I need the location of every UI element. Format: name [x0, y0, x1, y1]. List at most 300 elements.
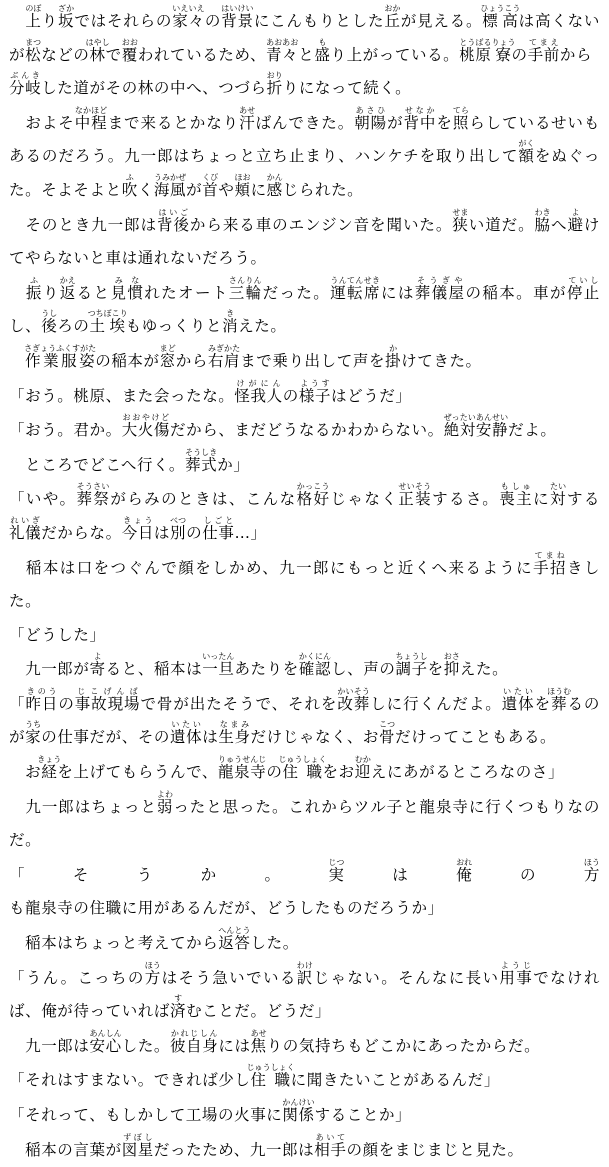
- text-run: およそ: [9, 113, 75, 132]
- body-paragraph: [9, 482, 600, 550]
- ruby-reading: おり: [266, 71, 283, 81]
- ruby-reading: ていし: [566, 275, 600, 285]
- text-run: にこんもりとした: [253, 12, 385, 30]
- ruby-reading: そうしき: [185, 447, 218, 457]
- furigana-word: [533, 550, 567, 577]
- furigana-word: [518, 139, 535, 166]
- ruby-base: 調子: [395, 660, 428, 679]
- furigana-word: [452, 105, 470, 132]
- furigana-word: [218, 755, 267, 782]
- text-run: で骨が出たそうで、それを: [140, 694, 338, 713]
- text-run: われているため、: [137, 45, 267, 64]
- ruby-reading: へんとう: [218, 926, 251, 936]
- text-run: の: [58, 694, 75, 713]
- ruby-base: 正装: [398, 490, 433, 509]
- ruby-base: 土埃: [87, 317, 128, 336]
- ruby-reading: よ: [567, 207, 584, 217]
- ruby-base: 折: [266, 79, 283, 98]
- text-run: に: [533, 490, 551, 509]
- ruby-reading: かくにん: [298, 652, 332, 662]
- ruby-reading: れいぎ: [9, 515, 42, 525]
- furigana-word: [395, 652, 428, 679]
- furigana-word: [298, 652, 332, 679]
- furigana-word: [384, 4, 401, 30]
- furigana-word: [74, 686, 141, 713]
- body-paragraph: [9, 619, 600, 653]
- ruby-reading: あおあお: [266, 37, 299, 47]
- ruby-reading: ひょうこう: [480, 4, 521, 13]
- furigana-word: [41, 309, 58, 336]
- furigana-word: [296, 482, 331, 509]
- text-run: 「それって、もしかして工場の火事に: [9, 1106, 283, 1124]
- text-run: の仕事だが、その: [41, 728, 171, 747]
- ruby-reading: せなか: [403, 105, 437, 115]
- text-run: が見える。: [400, 12, 483, 30]
- ruby-base: 確認: [298, 660, 332, 679]
- ruby-reading: きょう: [37, 755, 62, 765]
- ruby-reading: あせ: [250, 1028, 267, 1038]
- furigana-word: [296, 960, 314, 987]
- ruby-reading: まつ: [25, 37, 42, 47]
- text-run: する: [566, 490, 601, 509]
- text-run: [9, 12, 25, 30]
- ruby-base: 関係: [282, 1106, 315, 1124]
- text-run: りの気持ちもどこかにあったからだ。: [266, 1036, 541, 1055]
- ruby-reading: しごと: [202, 515, 235, 525]
- text-run: するさ。: [432, 490, 500, 509]
- ruby-base: 遺体: [501, 694, 535, 713]
- text-run: だった。: [262, 283, 331, 302]
- furigana-word: [480, 4, 521, 30]
- text-run: り上がっている。: [330, 45, 460, 64]
- ruby-base: 昨日: [25, 694, 59, 713]
- ruby-base: 怪我人: [234, 386, 283, 405]
- ruby-reading: ぶんき: [9, 71, 42, 81]
- text-run: と: [298, 45, 315, 64]
- ruby-base: 覆: [121, 45, 138, 64]
- ruby-base: 大火傷: [121, 421, 171, 440]
- furigana-word: [76, 482, 111, 509]
- ruby-reading: つちぼこり: [87, 309, 128, 319]
- ruby-base: 迎: [354, 763, 371, 782]
- ruby-base: 頬: [234, 180, 251, 199]
- furigana-word: [153, 172, 187, 199]
- ruby-reading: かれじしん: [170, 1028, 219, 1038]
- ruby-base: 住職: [278, 763, 327, 782]
- ruby-base: 運転席: [330, 283, 381, 302]
- body-paragraph: [9, 1133, 600, 1167]
- text-run: [9, 352, 25, 370]
- text-run: だからな。: [41, 523, 122, 542]
- text-run: きした。: [9, 558, 601, 611]
- ruby-reading: ざか: [57, 4, 75, 13]
- text-run: あたりを: [234, 660, 299, 679]
- furigana-word: [25, 4, 42, 30]
- ruby-reading: ほう: [583, 857, 600, 867]
- furigana-word: [282, 1098, 315, 1124]
- body-paragraph: [9, 4, 600, 106]
- body-paragraph: [9, 208, 600, 276]
- ruby-base: 方: [144, 968, 162, 987]
- furigana-word: [398, 482, 433, 509]
- ruby-base: 家: [25, 728, 42, 747]
- text-run: 九一郎はちょっと: [9, 797, 157, 816]
- ruby-reading: うし: [41, 309, 58, 319]
- furigana-word: [246, 1063, 295, 1090]
- ruby-base: 感: [266, 180, 283, 199]
- text-run: るのが: [9, 694, 600, 747]
- text-run: ばんできた。: [255, 113, 355, 132]
- furigana-word: [25, 686, 59, 713]
- ruby-base: 龍泉寺: [218, 763, 267, 782]
- text-run: だよ。: [508, 421, 557, 440]
- text-run: から: [559, 45, 593, 64]
- furigana-word: [89, 652, 106, 679]
- body-paragraph: [9, 106, 600, 208]
- ruby-base: 遺体: [170, 728, 203, 747]
- furigana-word: [567, 207, 584, 234]
- ruby-reading: くび: [202, 172, 219, 182]
- ruby-base: 葬式: [185, 455, 218, 474]
- text-run: だけってこともある。: [395, 728, 557, 747]
- furigana-word: [228, 275, 263, 302]
- ruby-reading: いえいえ: [172, 4, 205, 13]
- ruby-base: 右肩: [207, 351, 241, 370]
- text-run: ではそれらの: [74, 12, 173, 30]
- ruby-reading: そうぎや: [414, 275, 465, 285]
- text-run: えにあがるところなのさ」: [370, 763, 565, 782]
- ruby-base: 俺: [456, 865, 520, 884]
- ruby-reading: いたい: [170, 720, 203, 730]
- text-run: に聞きたいことがあるんだ」: [290, 1071, 500, 1090]
- ruby-base: 返答: [218, 934, 251, 953]
- furigana-word: [452, 207, 469, 234]
- ruby-base: 掛: [385, 351, 402, 370]
- ruby-base: 喪主: [499, 490, 534, 509]
- ruby-reading: あせ: [239, 105, 256, 115]
- ruby-base: 葬祭: [76, 490, 111, 509]
- body-paragraph: [9, 551, 600, 619]
- text-run: 「そうか。: [9, 865, 329, 884]
- text-run: した道がその林の中へ、つづら: [41, 79, 267, 98]
- furigana-word: [583, 857, 600, 884]
- ruby-base: 図星: [121, 1140, 154, 1159]
- ruby-base: 林: [85, 45, 110, 64]
- ruby-base: 別: [170, 523, 187, 542]
- text-run: か」: [217, 455, 250, 474]
- furigana-word: [9, 71, 42, 98]
- ruby-base: 額: [518, 147, 535, 166]
- text-run: だけじゃなく、お: [250, 728, 380, 747]
- ruby-base: 方: [583, 865, 600, 884]
- ruby-reading: たい: [550, 482, 567, 492]
- text-run: し、: [9, 317, 42, 336]
- text-run: はそう急いでいる: [161, 968, 297, 987]
- text-run: 稲本は口をつぐんで顔をしかめ、九一郎にもっと近くへ来るように: [9, 558, 534, 577]
- ruby-base: 訳: [296, 968, 314, 987]
- text-run: 「それはすまない。できれば少し: [9, 1071, 251, 1090]
- text-run: へ: [551, 215, 568, 234]
- text-run: れたオート: [144, 283, 229, 302]
- ruby-base: 振: [25, 283, 43, 302]
- ruby-reading: はいご: [157, 207, 190, 217]
- ruby-reading: おおやけど: [121, 413, 171, 423]
- text-run: の: [282, 386, 299, 405]
- furigana-word: [527, 37, 560, 64]
- furigana-word: [314, 37, 331, 64]
- ruby-reading: がく: [518, 139, 535, 149]
- ruby-base: 作業服姿: [24, 351, 97, 370]
- text-run: い道だ。: [468, 215, 535, 234]
- body-paragraph: [9, 1029, 600, 1064]
- text-run: むことだ。どうだ」: [186, 1002, 332, 1021]
- furigana-word: [499, 960, 534, 987]
- text-run: だったため、九一郎は: [153, 1140, 315, 1159]
- ruby-base: 安心: [89, 1036, 122, 1055]
- furigana-word: [534, 207, 551, 234]
- text-run: を: [427, 660, 444, 679]
- ruby-reading: あさひ: [354, 105, 387, 115]
- text-run: りになって続く。: [282, 79, 412, 98]
- ruby-base: 標高: [480, 12, 521, 30]
- ruby-base: 抑: [443, 660, 460, 679]
- text-run: 「おう。桃原、また会ったな。: [9, 386, 235, 405]
- body-paragraph: [9, 1063, 600, 1098]
- furigana-word: [37, 755, 62, 782]
- ruby-reading: ちょうし: [395, 652, 428, 662]
- text-run: は: [153, 523, 171, 542]
- text-run: は: [202, 728, 219, 747]
- ruby-reading: こつ: [379, 720, 396, 730]
- ruby-base: 停止: [566, 283, 600, 302]
- text-run: く: [137, 180, 154, 199]
- ruby-base: 葬儀屋: [414, 283, 466, 302]
- ruby-reading: あんしん: [89, 1028, 122, 1038]
- text-run: には: [380, 283, 415, 302]
- ruby-reading: うみかぜ: [153, 172, 187, 182]
- text-run: をお: [322, 763, 355, 782]
- ruby-reading: かっこう: [296, 482, 330, 492]
- ruby-base: 汗: [239, 113, 256, 132]
- text-run: しに行くんだよ。: [370, 694, 502, 713]
- furigana-word: [110, 275, 145, 302]
- ruby-reading: かん: [266, 172, 283, 182]
- ruby-reading: き: [222, 309, 239, 319]
- furigana-word: [234, 172, 251, 199]
- text-run: じゃなく: [330, 490, 399, 509]
- ruby-base: 礼儀: [9, 523, 42, 542]
- text-run: お: [9, 763, 42, 782]
- ruby-base: 上: [25, 12, 42, 30]
- text-run: の: [511, 45, 528, 64]
- text-run: らしているせいもあるのだろう。九一郎はちょっと立ち止まり、ハンケチを取り出して: [9, 113, 600, 166]
- ruby-reading: ほお: [234, 172, 251, 182]
- ruby-reading: はいけい: [221, 4, 254, 13]
- ruby-reading: とうばる: [459, 37, 492, 47]
- furigana-word: [266, 37, 299, 64]
- furigana-word: [121, 413, 171, 440]
- furigana-word: [328, 857, 393, 884]
- ruby-reading: のぼ: [25, 4, 42, 13]
- ruby-base: 対: [550, 490, 567, 509]
- text-run: でなければ、俺が待っていれば: [9, 968, 600, 1021]
- furigana-word: [121, 172, 138, 199]
- ruby-reading: す: [170, 994, 187, 1004]
- ruby-reading: うんてんせき: [330, 275, 381, 285]
- furigana-word: [501, 686, 535, 713]
- furigana-word: [121, 1132, 154, 1159]
- text-run: 「: [9, 694, 26, 713]
- body-paragraph: [9, 379, 600, 414]
- furigana-word: [379, 720, 396, 747]
- ruby-base: 骨: [379, 728, 396, 747]
- ruby-base: 松: [25, 45, 42, 64]
- ruby-base: 海風: [153, 180, 187, 199]
- text-run: 「いや。: [9, 490, 77, 509]
- ruby-reading: りょう: [491, 37, 516, 47]
- text-run: だから、まだどうなるかわからない。: [170, 421, 444, 440]
- text-run: が: [186, 180, 203, 199]
- ruby-reading: むか: [354, 755, 371, 765]
- furigana-word: [25, 275, 43, 302]
- ruby-reading: じゅうしょく: [278, 755, 327, 765]
- furigana-word: [24, 343, 97, 370]
- text-run: から: [175, 351, 208, 370]
- text-run: 「どうした」: [9, 625, 106, 644]
- text-run: などの: [41, 45, 90, 64]
- text-run: を: [436, 113, 453, 132]
- furigana-word: [239, 105, 256, 132]
- furigana-word: [221, 4, 254, 30]
- ruby-base: 消: [222, 317, 239, 336]
- furigana-word: [456, 857, 520, 884]
- ruby-reading: じつ: [328, 857, 345, 867]
- ruby-reading: わき: [534, 207, 551, 217]
- text-run: 九一郎は: [9, 1036, 90, 1055]
- ruby-reading: さんりん: [228, 275, 262, 285]
- furigana-word: [185, 447, 218, 474]
- ruby-base: 見慣: [110, 283, 145, 302]
- ruby-reading: てら: [452, 105, 469, 115]
- furigana-word: [314, 1132, 347, 1159]
- text-run: の: [266, 763, 283, 782]
- furigana-word: [85, 37, 110, 64]
- text-run: まで乗り出して声を: [240, 351, 386, 370]
- furigana-word: [87, 309, 128, 336]
- ruby-reading: じこげんば: [74, 686, 141, 696]
- furigana-word: [547, 686, 572, 713]
- text-run: もゆっくりと: [125, 317, 223, 336]
- text-run: 「うん。こっちの: [9, 968, 145, 987]
- furigana-word: [414, 275, 466, 302]
- ruby-reading: ぜったいあんせい: [443, 413, 509, 423]
- body-paragraph: [9, 926, 600, 961]
- text-run: ろの: [57, 317, 90, 336]
- text-run: の稲本。車が: [465, 283, 567, 302]
- furigana-word: [234, 378, 283, 405]
- furigana-word: [354, 755, 371, 782]
- furigana-word: [159, 343, 176, 370]
- body-paragraph: [9, 1098, 600, 1133]
- ruby-reading: も: [314, 37, 331, 47]
- text-run: えた。: [459, 660, 509, 679]
- furigana-word: [25, 720, 42, 747]
- text-run: も龍泉寺の住職に用があるんだが、どうしたものだろうか」: [9, 899, 444, 918]
- ruby-reading: かんけい: [282, 1098, 315, 1107]
- text-run: し、声の: [331, 660, 396, 679]
- furigana-word: [170, 1028, 219, 1055]
- body-paragraph: [9, 652, 600, 687]
- ruby-reading: ふ: [25, 275, 42, 285]
- ruby-reading: てまえ: [527, 37, 560, 47]
- text-run: の: [519, 865, 584, 884]
- furigana-word: [156, 789, 174, 816]
- ruby-reading: もしゅ: [499, 482, 533, 492]
- text-run: ったと思った。これからツル子と龍泉寺に行くつもりなのだ。: [9, 797, 600, 850]
- ruby-reading: べつ: [170, 515, 187, 525]
- ruby-reading: わけ: [296, 960, 313, 970]
- text-run: 稲本の言葉が: [9, 1140, 122, 1159]
- furigana-word: [59, 275, 77, 302]
- ruby-reading: なかほど: [74, 105, 108, 115]
- ruby-base: 狭: [452, 215, 469, 234]
- ruby-base: 経: [37, 763, 62, 782]
- ruby-base: 事故現場: [74, 694, 141, 713]
- furigana-word: [278, 755, 327, 782]
- body-paragraph: [9, 687, 600, 755]
- ruby-base: 今日: [121, 523, 154, 542]
- ruby-base: 実: [328, 865, 393, 884]
- ruby-base: 葬: [547, 694, 572, 713]
- ruby-base: 後: [41, 317, 58, 336]
- ruby-reading: かいそう: [337, 686, 370, 696]
- ruby-reading: おさ: [443, 652, 460, 662]
- ruby-base: 仕事: [202, 523, 235, 542]
- furigana-word: [566, 275, 600, 302]
- furigana-word: [266, 172, 283, 199]
- text-run: の顔をまじまじと見た。: [346, 1140, 524, 1159]
- ruby-reading: いたい: [501, 686, 535, 696]
- furigana-word: [250, 1028, 267, 1055]
- text-run: を: [534, 694, 552, 713]
- ruby-base: 朝陽: [354, 113, 388, 132]
- ruby-reading: ようじ: [499, 960, 533, 970]
- ruby-base: 手前: [527, 45, 560, 64]
- ruby-reading: じゅうしょく: [246, 1063, 295, 1073]
- furigana-word: [337, 686, 371, 713]
- text-run: そのとき九一郎は: [9, 215, 158, 234]
- text-run: ると、稲本は: [105, 660, 203, 679]
- text-run: を上げてもらうんで、: [57, 763, 219, 782]
- ruby-reading: あいて: [314, 1132, 347, 1142]
- furigana-word: [207, 343, 241, 370]
- text-run: は高くないが: [9, 12, 600, 64]
- furigana-word: [74, 105, 108, 132]
- ruby-base: 盛: [314, 45, 331, 64]
- ruby-base: 改葬: [337, 694, 371, 713]
- ruby-base: 脇: [534, 215, 551, 234]
- furigana-word: [385, 343, 402, 370]
- text-run: ところでどこへ行く。: [9, 455, 186, 474]
- furigana-word: [89, 1028, 122, 1055]
- ruby-reading: みぎかた: [207, 343, 241, 353]
- ruby-base: 寄: [89, 660, 106, 679]
- text-run: り: [42, 283, 60, 302]
- text-run: の稲本が: [95, 351, 160, 370]
- furigana-word: [170, 994, 187, 1021]
- text-run: 九一郎が: [9, 660, 90, 679]
- text-run: けてきた。: [401, 351, 482, 370]
